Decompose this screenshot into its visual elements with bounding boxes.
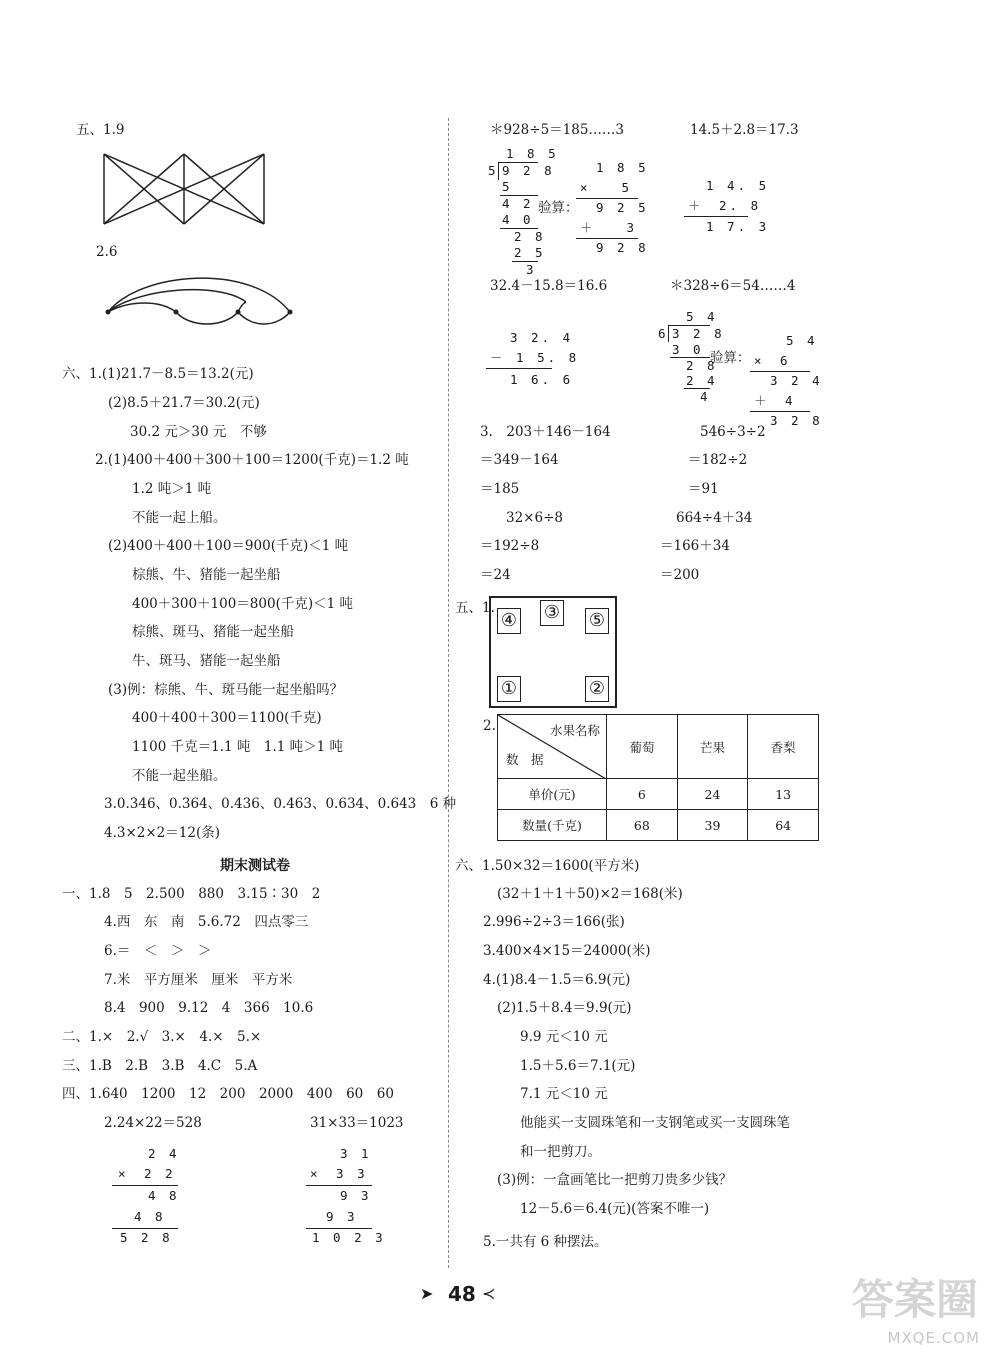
right-line: 2. <box>483 718 496 734</box>
division-dividend: 9 2 8 <box>502 163 555 178</box>
left-line: 4.3×2×2＝12(条) <box>104 825 220 841</box>
corner-top-label: 水果名称 <box>549 723 600 738</box>
division-step: 4 <box>700 389 711 404</box>
table-cell: 64 <box>748 810 819 841</box>
calc-row: 9 2 5 <box>596 200 649 215</box>
left-line: 六、1.(1)21.7－8.5＝13.2(元) <box>62 366 254 382</box>
left-line: 2.(1)400＋400＋300＋100＝1200(千克)＝1.2 吨 <box>95 452 409 468</box>
calc-row: 4 8 <box>148 1188 180 1203</box>
left-line: 一、1.8 5 2.500 880 3.15∶30 2 <box>62 886 321 902</box>
calc-row: 5 2 8 <box>120 1230 173 1245</box>
left-line: 不能一起坐船。 <box>132 768 227 784</box>
division-step: 5 <box>502 179 513 194</box>
division-step: 4 2 <box>502 196 534 211</box>
left-line: 四、1.640 1200 12 200 2000 400 60 60 <box>62 1086 394 1102</box>
calc-row: × 3 3 <box>310 1166 368 1181</box>
right-line: 2.996÷2÷3＝166(张) <box>483 914 625 930</box>
division-step: 2 8 <box>686 358 718 373</box>
left-line: 400＋300＋100＝800(千克)＜1 吨 <box>132 596 353 612</box>
right-line: 他能买一支圆珠笔和一支钢笔或买一支圆珠笔 <box>520 1115 790 1131</box>
calc-row: ＋ 2. 8 <box>688 198 762 213</box>
right-line: (32＋1＋1＋50)×2＝168(米) <box>497 886 683 902</box>
right-line: 14.5＋2.8＝17.3 <box>690 122 799 138</box>
left-line: 30.2 元＞30 元 不够 <box>130 424 267 440</box>
furniture-2: ② <box>585 676 609 702</box>
calc-row: 1 8 5 <box>596 160 649 175</box>
verify-label: 验算： <box>710 350 751 366</box>
room-layout-figure <box>489 596 617 708</box>
left-line: 3.0.346、0.364、0.436、0.463、0.634、0.643 6 种 <box>104 796 457 812</box>
right-line: ＝182÷2 <box>688 452 748 468</box>
right-line: 1.5＋5.6＝7.1(元) <box>520 1058 636 1074</box>
division-quotient: 1 8 5 <box>506 146 559 161</box>
calc-row: × 5 <box>580 180 633 195</box>
calc-rule <box>306 1228 372 1229</box>
section-title: 期末测试卷 <box>220 858 290 874</box>
calc-row: 3 1 <box>340 1146 372 1161</box>
calc-rule <box>750 411 810 412</box>
page-arrow-left-icon: ➤ <box>420 1284 434 1303</box>
division-step: 3 0 <box>672 342 704 357</box>
table-cell: 24 <box>677 779 748 810</box>
left-line: 棕熊、斑马、猪能一起坐船 <box>132 624 294 640</box>
right-line: 五、1. <box>455 600 495 616</box>
division-step: 3 <box>526 262 537 277</box>
calc-row: － 1 5. 8 <box>490 350 580 365</box>
calc-rule <box>684 216 748 217</box>
calc-rule <box>576 198 638 199</box>
division-dividend: 3 2 8 <box>672 326 725 341</box>
left-line: 五、1.9 <box>76 122 125 138</box>
calc-row: 2 4 <box>148 1146 180 1161</box>
calc-row: 5 4 <box>786 333 818 348</box>
watermark-site: MXQE.COM <box>887 1329 980 1347</box>
left-line: 1100 千克＝1.1 吨 1.1 吨＞1 吨 <box>132 739 344 755</box>
table-cell: 68 <box>607 810 678 841</box>
right-line: ＊928÷5＝185……3 <box>490 122 625 138</box>
table-cell: 39 <box>677 810 748 841</box>
furniture-1: ① <box>497 676 521 702</box>
left-line: 31×33＝1023 <box>310 1115 404 1131</box>
right-line: (3)例：一盒画笔比一把剪刀贵多少钱？ <box>497 1172 733 1188</box>
calc-row: 1 6. 6 <box>510 372 574 387</box>
left-line: (2)8.5＋21.7＝30.2(元) <box>108 395 260 411</box>
calc-row: 3 2. 4 <box>510 330 574 345</box>
table-header: 芒果 <box>677 715 748 779</box>
table-corner-cell <box>498 715 607 779</box>
left-line: 1.2 吨＞1 吨 <box>132 481 212 497</box>
calc-row: 3 2 4 <box>770 373 823 388</box>
doorway <box>529 702 579 706</box>
furniture-5: ⑤ <box>585 608 609 634</box>
calc-row: 3 2 8 <box>770 413 823 428</box>
right-line: 5.一共有 6 种摆法。 <box>483 1234 608 1250</box>
division-step: 2 5 <box>514 245 546 260</box>
right-line: 9.9 元＜10 元 <box>520 1029 608 1045</box>
left-line: 三、1.B 2.B 3.B 4.C 5.A <box>62 1058 258 1074</box>
left-line: 2.6 <box>96 244 118 260</box>
corner-bottom-label: 数 据 <box>506 752 544 767</box>
right-line: 32×6÷8 <box>506 510 563 526</box>
right-line: 7.1 元＜10 元 <box>520 1086 608 1102</box>
table-cell: 13 <box>748 779 819 810</box>
right-line: ＝200 <box>660 567 700 583</box>
calc-row: 9 3 <box>326 1209 358 1224</box>
right-line: ＝24 <box>480 567 511 583</box>
fruit-table <box>497 714 819 841</box>
division-divisor: 6 <box>658 326 669 341</box>
left-line: 不能一起上船。 <box>132 510 227 526</box>
calc-rule <box>306 1185 372 1186</box>
right-line: ＝166＋34 <box>660 538 730 554</box>
calc-row: × 2 2 <box>118 1166 176 1181</box>
division-step: 4 0 <box>502 212 534 227</box>
calc-row: 1 0 2 3 <box>312 1230 386 1245</box>
calc-row: ＋ 3 <box>580 220 638 235</box>
right-line: 4.(1)8.4－1.5＝6.9(元) <box>483 972 631 988</box>
furniture-4: ④ <box>497 608 521 634</box>
calc-row: 9 3 <box>340 1188 372 1203</box>
page-arrow-right-icon: ≺ <box>482 1284 496 1303</box>
table-header: 葡萄 <box>607 715 678 779</box>
left-line: 二、1.× 2.√ 3.× 4.× 5.× <box>62 1029 262 1045</box>
row-label: 数量(千克) <box>498 810 607 841</box>
left-line: (2)400＋400＋100＝900(千克)＜1 吨 <box>108 538 349 554</box>
left-line: 4.西 东 南 5.6.72 四点零三 <box>104 914 309 930</box>
right-line: 664÷4＋34 <box>676 510 753 526</box>
calc-row: 4 8 <box>134 1209 166 1224</box>
division-divisor: 5 <box>488 163 499 178</box>
table-row <box>498 779 819 810</box>
calc-rule <box>486 368 552 369</box>
right-line: 32.4－15.8＝16.6 <box>490 278 608 294</box>
calc-rule <box>112 1228 178 1229</box>
right-line: 六、1.50×32＝1600(平方米) <box>455 858 640 874</box>
table-row <box>498 810 819 841</box>
division-step: 2 4 <box>686 373 718 388</box>
left-line: 牛、斑马、猪能一起坐船 <box>132 653 281 669</box>
right-line: (2)1.5＋8.4＝9.9(元) <box>497 1000 632 1016</box>
calc-row: 1 7. 3 <box>706 219 770 234</box>
right-line: ＝91 <box>688 481 719 497</box>
calc-rule <box>576 238 638 239</box>
right-line: ＝192÷8 <box>480 538 540 554</box>
right-line: 3. 203＋146－164 <box>480 424 611 440</box>
column-divider <box>448 118 449 1268</box>
right-line: 12－5.6＝6.4(元)(答案不唯一) <box>520 1201 710 1217</box>
calc-row: × 6 <box>754 353 791 368</box>
line-connection-figure <box>100 148 270 228</box>
table-cell: 6 <box>607 779 678 810</box>
left-line: 7.米 平方厘米 厘米 平方米 <box>104 972 293 988</box>
left-line: 6.＝ ＜ ＞ ＞ <box>104 943 212 959</box>
right-line: ＝185 <box>480 481 520 497</box>
calc-rule <box>112 1185 178 1186</box>
right-line: ＝349－164 <box>480 452 559 468</box>
right-line: ＊328÷6＝54……4 <box>670 278 796 294</box>
furniture-3: ③ <box>540 600 564 626</box>
left-line: 400＋400＋300＝1100(千克) <box>132 710 322 726</box>
calc-row: 1 4. 5 <box>706 178 770 193</box>
right-line: 546÷3÷2 <box>700 424 766 440</box>
row-label: 单价(元) <box>498 779 607 810</box>
division-step: 2 8 <box>514 229 546 244</box>
right-line: 3.400×4×15＝24000(米) <box>483 943 651 959</box>
left-line: 2.24×22＝528 <box>104 1115 202 1131</box>
watermark-logo: 答案圈 <box>851 1275 978 1324</box>
division-quotient: 5 4 <box>686 309 718 324</box>
left-line: 棕熊、牛、猪能一起坐船 <box>132 567 281 583</box>
verify-label: 验算： <box>538 200 579 216</box>
page-number: 48 <box>448 1282 476 1306</box>
left-line: (3)例：棕熊、牛、斑马能一起坐船吗？ <box>108 682 344 698</box>
left-line: 8.4 900 9.12 4 366 10.6 <box>104 1000 314 1016</box>
calc-row: ＋ 4 <box>754 393 796 408</box>
curve-path-figure <box>100 262 300 332</box>
right-line: 和一把剪刀。 <box>520 1144 601 1160</box>
table-header: 香梨 <box>748 715 819 779</box>
calc-rule <box>750 371 810 372</box>
calc-row: 9 2 8 <box>596 240 649 255</box>
